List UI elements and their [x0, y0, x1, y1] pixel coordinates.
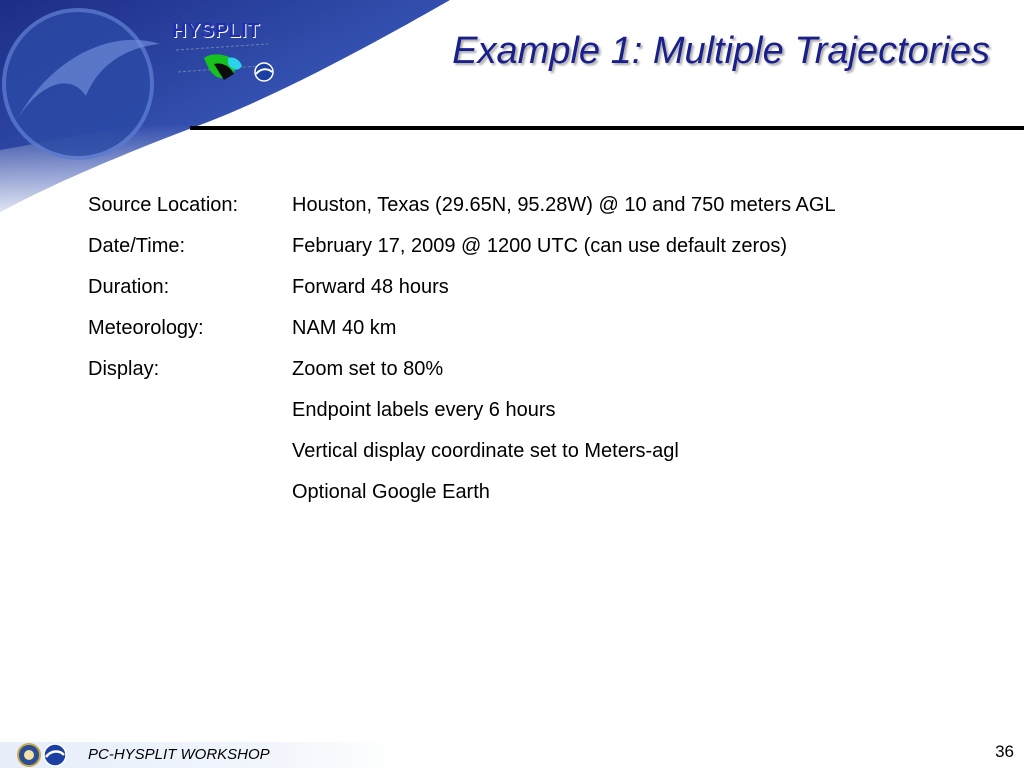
doc-seal-icon: [18, 744, 40, 766]
row-value: February 17, 2009 @ 1200 UTC (can use default zeros): [292, 235, 787, 257]
row-value: Optional Google Earth: [292, 481, 490, 503]
title-divider: [190, 126, 1024, 130]
row-label: Source Location:: [88, 194, 239, 216]
row-label: Display:: [88, 358, 160, 380]
row-label: Duration:: [88, 276, 170, 298]
noaa-emblem-icon: [44, 744, 66, 766]
row-label: Meteorology:: [88, 317, 204, 339]
page-title: Example 1: Multiple Trajectories: [452, 30, 990, 72]
hysplit-logo: [168, 14, 280, 88]
row-value: Forward 48 hours: [292, 276, 449, 298]
row-value: Houston, Texas (29.65N, 95.28W) @ 10 and 750 meters AGL: [292, 194, 836, 216]
page-number: 36: [995, 742, 1014, 761]
row-value: Vertical display coordinate set to Meters-agl: [292, 440, 679, 462]
logo-text: HYSPLIT: [172, 20, 260, 42]
row-label: Date/Time:: [88, 235, 186, 257]
footer-text: PC-HYSPLIT WORKSHOP: [88, 746, 270, 763]
footer-logos: [16, 742, 72, 768]
row-value: Zoom set to 80%: [292, 358, 444, 380]
row-value: NAM 40 km: [292, 317, 397, 339]
row-value: Endpoint labels every 6 hours: [292, 399, 556, 421]
